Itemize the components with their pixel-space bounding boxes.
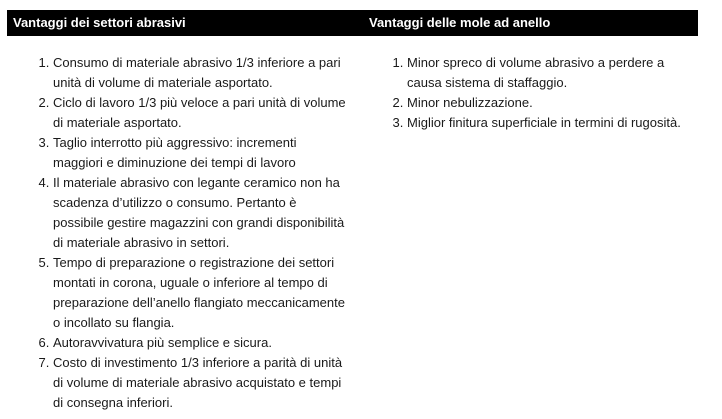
table-row xyxy=(7,36,698,413)
abrasive-segments-advantages-list xyxy=(7,53,349,413)
header-abrasive-segments: Vantaggi dei settori abrasivi xyxy=(7,10,363,36)
left-cell xyxy=(7,36,363,413)
header-ring-wheels: Vantaggi delle mole ad anello xyxy=(363,10,698,36)
advantages-table xyxy=(7,10,698,413)
list-item: 3. Taglio interrotto più aggressivo: incrementi maggiori e diminuzione dei tempi di lavoro xyxy=(53,133,349,173)
list-item: 7. Costo di investimento 1/3 inferiore a parità di unità di volume di materiale abrasivo acquistato e tempi di consegna inferiori. xyxy=(53,353,349,413)
list-item: 1. Minor spreco di volume abrasivo a perdere a causa sistema di staffaggio. xyxy=(407,53,694,93)
comparison-container xyxy=(7,10,698,413)
list-item: 2. Minor nebulizzazione. xyxy=(407,93,694,113)
list-item: 5. Tempo di preparazione o registrazione dei settori montati in corona, uguale o inferiore al tempo di preparazione dell’anello flangiato meccanicamente o incollato su flangia. xyxy=(53,253,349,333)
list-item: 3. Miglior finitura superficiale in termini di rugosità. xyxy=(407,113,694,133)
table-header-row xyxy=(7,10,698,36)
list-item: 1. Consumo di materiale abrasivo 1/3 inferiore a pari unità di volume di materiale asportato. xyxy=(53,53,349,93)
ring-wheels-advantages-list xyxy=(363,53,694,133)
list-item: 4. Il materiale abrasivo con legante ceramico non ha scadenza d’utilizzo o consumo. Pertanto è possibile gestire magazzini con grandi disponibilità di materiale abrasivo in settori. xyxy=(53,173,349,253)
list-item: 6. Autoravvivatura più semplice e sicura. xyxy=(53,333,349,353)
list-item: 2. Ciclo di lavoro 1/3 più veloce a pari unità di volume di materiale asportato. xyxy=(53,93,349,133)
right-cell xyxy=(363,36,698,413)
